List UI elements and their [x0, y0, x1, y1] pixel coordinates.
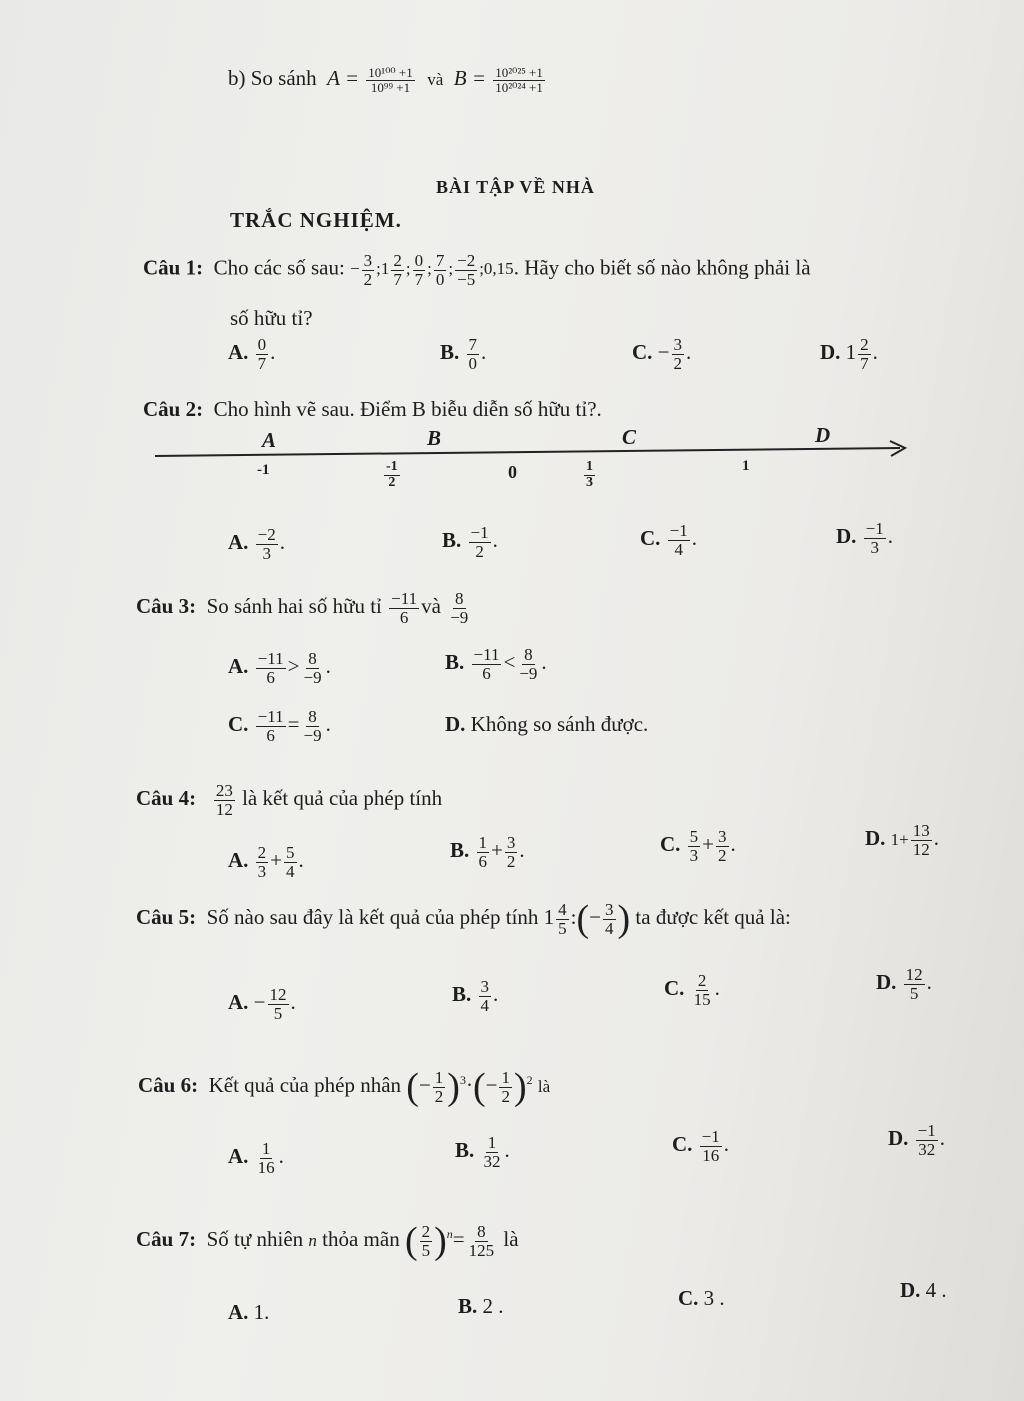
point-b-label: B [427, 426, 442, 450]
q5-question: Câu 5: Số nào sau đây là kết quả của phép tính 1 $\frac{4}{5}$ :(− $\frac{3}{4}$ ) ta được kết quả là: [136, 898, 791, 940]
tick-one-third: $\frac{1}{3}$ [586, 459, 593, 490]
tick-minus-half: $\frac{-1}{2}$ [386, 459, 398, 490]
q5-option-c[interactable]: C. $\frac{2}{15}$ . [664, 971, 720, 1009]
q1-option-c[interactable]: C. − $\frac{3}{2}$ . [632, 335, 692, 373]
q4-option-b[interactable]: B. $\frac{1}{6}$ + $\frac{3}{2}$ . [450, 833, 525, 871]
q1-number-list: − $\frac{3}{2}$ ;1 $\frac{2}{7}$ ; $\frac{0}{7}$ ; $\frac{7}{0}$ ; $\frac{-2}{-5}$ ;0,15 [350, 251, 514, 289]
q2-question: Câu 2: Cho hình vẽ sau. Điểm B biễu diễn số hữu tỉ?. [143, 397, 602, 421]
q3-option-a[interactable]: A. $\frac{-11}{6}$ > $\frac{8}{-9}$ . [228, 649, 331, 687]
q2-option-b[interactable]: B. $\frac{-1}{2}$ . [442, 523, 498, 561]
q2-option-d[interactable]: D. $\frac{-1}{3}$ . [836, 519, 894, 557]
q6-question: Câu 6: Kết quả của phép nhân (− $\frac{1}{2}$ )$^3$·(− $\frac{1}{2}$ )$^2$ là [138, 1066, 551, 1108]
q3-option-c[interactable]: C. $\frac{-11}{6}$ = $\frac{8}{-9}$ . [228, 707, 331, 745]
q6-option-a[interactable]: A. $\frac{1}{16}$ . [228, 1139, 284, 1177]
q1-option-a[interactable]: A. $\frac{0}{7}$ . [228, 335, 276, 373]
point-d-label: D [815, 423, 831, 447]
q6-option-c[interactable]: C. $\frac{-1}{16}$ . [672, 1127, 730, 1165]
q2-option-c[interactable]: C. $\frac{-1}{4}$ . [640, 521, 698, 559]
fraction-b: $\frac{\text{10²⁰²⁵ +1}}{\text{10²⁰²⁴ +1}}$ [495, 65, 543, 95]
fraction-a: $\frac{\text{10¹⁰⁰ +1}}{\text{10⁹⁹ +1}}$ [368, 65, 413, 95]
q7-option-b[interactable]: B. 2 . [458, 1294, 504, 1318]
q6-option-b[interactable]: B. $\frac{1}{32}$ . [455, 1133, 510, 1171]
tick-zero: 0 [508, 462, 517, 482]
point-c-label: C [622, 425, 637, 449]
q5-option-d[interactable]: D. $\frac{12}{5}$ . [876, 965, 932, 1003]
part-b-line: b) So sánh A = $\frac{\text{10¹⁰⁰ +1}}{\text{10⁹⁹ +1}}$ và B = $\frac{\text{10²⁰²⁵ +1}}{\text{10²⁰²⁴ +1}}$ [228, 65, 543, 95]
homework-title: BÀI TẬP VỀ NHÀ [436, 177, 595, 197]
q4-option-c[interactable]: C. $\frac{5}{3}$ + $\frac{3}{2}$ . [660, 827, 736, 865]
q7-question: Câu 7: Số tự nhiên n thỏa mãn ( $\frac{2}{5}$ )$^n$= $\frac{8}{125}$ là [136, 1220, 519, 1262]
tick-one: 1 [742, 458, 750, 474]
q5-option-b[interactable]: B. $\frac{3}{4}$ . [452, 977, 499, 1015]
q4-question: Câu 4: $\frac{23}{12}$ là kết quả của phép tính [136, 781, 443, 819]
q3-option-d[interactable]: D. Không so sánh được. [445, 712, 649, 736]
q7-option-a[interactable]: A. 1. [228, 1300, 270, 1324]
tick-minus-one: -1 [257, 462, 270, 478]
q1-line2: số hữu tỉ? [230, 306, 313, 330]
point-a-label: A [262, 428, 277, 452]
q3-question: Câu 3: So sánh hai số hữu tỉ $\frac{-11}{6}$ và $\frac{8}{-9}$ [136, 589, 469, 627]
q3-option-b[interactable]: B. $\frac{-11}{6}$ < $\frac{8}{-9}$ . [445, 645, 547, 683]
q7-option-c[interactable]: C. 3 . [678, 1286, 725, 1310]
q1-line1: Câu 1: Cho các số sau: − $\frac{3}{2}$ ;1 $\frac{2}{7}$ ; $\frac{0}{7}$ ; $\frac{7}{0}$ ; $\frac{-2}{-5}$ ;0,15. Hãy cho biết số nào không phải là [143, 251, 811, 289]
q6-option-d[interactable]: D. $\frac{-1}{32}$ . [888, 1121, 946, 1159]
q7-option-d[interactable]: D. 4 . [900, 1278, 947, 1302]
q4-option-a[interactable]: A. $\frac{2}{3}$ + $\frac{5}{4}$ . [228, 843, 304, 881]
q4-option-d[interactable]: D. 1+ $\frac{13}{12}$ . [865, 821, 940, 859]
q5-option-a[interactable]: A. − $\frac{12}{5}$ . [228, 985, 296, 1023]
q2-option-a[interactable]: A. $\frac{-2}{3}$ . [228, 525, 286, 563]
section-title: TRẮC NGHIỆM. [230, 208, 402, 232]
q1-option-b[interactable]: B. $\frac{7}{0}$ . [440, 335, 487, 373]
q1-option-d[interactable]: D. 1 $\frac{2}{7}$ . [820, 335, 878, 373]
